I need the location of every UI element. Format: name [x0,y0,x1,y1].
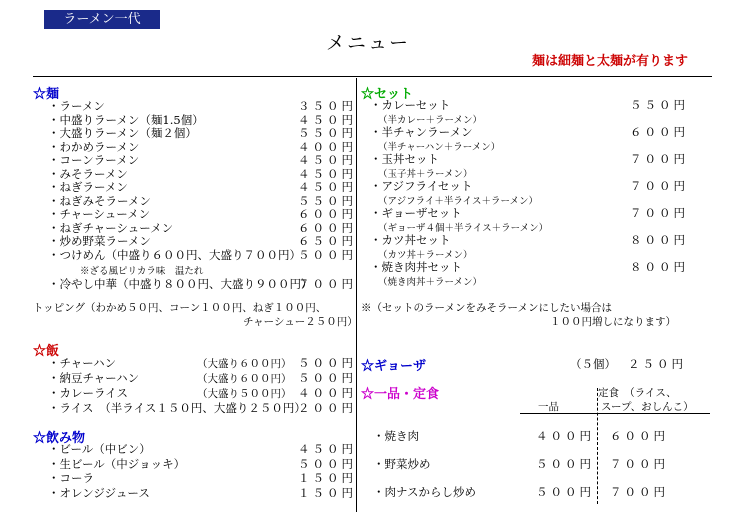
nomimono-item-name: ・オレンジジュース [48,485,150,500]
men-item-price: ４００円 [298,139,356,154]
ippin-header-rule [520,413,710,414]
nomimono-heading: ☆飲み物 [33,431,86,446]
men-item-price: ６００円 [298,207,356,221]
set-item-price: ５５０円 [630,98,688,112]
men-item-price: ３５０円 [298,99,356,113]
ippin-item-price: ５００円 [536,485,594,499]
ippin-item-name: ・焼き肉 [373,429,419,443]
men-item-name: ・中盛りラーメン（麺1.5個） [48,112,204,127]
hiyashi-price: ７００円 [298,277,356,291]
set-note-1: ※（セットのラーメンをみそラーメンにしたい場合は [361,302,612,314]
top-divider [33,76,712,77]
set-item-price: ７００円 [630,179,688,193]
men-item-price: ５００円 [298,247,356,262]
set-item-desc: （焼き肉丼＋ラーメン） [378,277,483,288]
meshi-item-price: ２００円 [298,401,356,415]
set-item-price: ６００円 [630,125,688,139]
men-item-name: ・ラーメン [48,99,105,113]
men-item-name: ・チャーシューメン [48,207,151,221]
topping-line-2: チャーシュー２５０円） [243,316,358,328]
set-item-name: ・玉丼セット [370,152,439,166]
meshi-item-name: ・カレーライス [48,386,129,400]
teishoku-col-header-1: 定食 （ライス、 [598,387,677,399]
shop-name-badge: ラーメン一代 [44,10,160,29]
nomimono-item-price: ５００円 [298,456,356,471]
men-item-price: ５５０円 [298,193,356,208]
ippin-item-price: ４００円 [536,429,594,443]
ippin-item-price: ５００円 [536,457,594,471]
nomimono-item-name: ・ビール（中ビン） [48,442,151,456]
men-heading: ☆麺 [33,87,60,102]
ippin-col-header: 一品 [538,401,559,413]
men-item-name: ・大盛りラーメン（麺２個） [48,126,197,140]
meshi-item-name: ・チャーハン [48,356,117,370]
set-item-name: ・半チャンラーメン [370,125,473,139]
men-item-name: ・コーンラーメン [48,153,140,167]
page-title: メニュー [326,32,411,54]
set-item-price: ８００円 [630,260,688,274]
men-item-price: ４５０円 [298,180,356,194]
set-item-price: ７００円 [630,206,688,220]
topping-line-1: トッピング（わかめ５０円、コーン１００円、ねぎ１００円、 [33,302,327,314]
set-item-desc: （半カレー＋ラーメン） [378,115,483,126]
set-item-desc: （カツ丼＋ラーメン） [378,250,473,261]
set-item-name: ・アジフライセット [370,179,473,193]
ippin-column-divider [597,388,598,504]
set-heading: ☆セット [361,87,414,102]
men-item-name: ・炒め野菜ラーメン [48,234,151,248]
meshi-item-price: ５００円 [298,371,356,385]
men-item-name: ・みそラーメン [48,166,128,181]
nomimono-item-price: １５０円 [298,485,356,500]
meshi-item-name: ・納豆チャーハン [48,371,140,385]
ippin-item-name: ・野菜炒め [373,457,431,471]
gyoza-price: ２５０円 [628,357,686,371]
meshi-item-name: ・ライス （半ライス１５０円、大盛り２５０円） [48,401,306,415]
column-divider [356,78,357,512]
nomimono-item-price: ４５０円 [298,442,356,456]
meshi-item-price: ４００円 [298,386,356,400]
teishoku-item-price: ６００円 [610,429,668,443]
set-item-desc: （玉子丼＋ラーメン） [378,169,473,180]
meshi-item-extra: （大盛り５００円） [197,388,292,400]
set-item-name: ・カレーセット [370,98,451,112]
set-item-price: ８００円 [630,233,688,247]
set-item-desc: （半チャーハン＋ラーメン） [378,142,501,153]
meshi-heading: ☆飯 [33,344,60,359]
men-item-price: ６５０円 [298,234,356,248]
men-item-price: ５５０円 [298,126,356,140]
tsukemen-note: ※ざる風ピリカラ味 温たれ [80,266,204,277]
gyoza-qty: （５個） [570,357,616,371]
teishoku-item-price: ７００円 [610,457,668,471]
meshi-item-price: ５００円 [298,356,356,370]
nomimono-item-price: １５０円 [298,471,356,485]
noodle-note: 麺は細麺と太麺が有ります [532,54,689,69]
set-item-name: ・焼き肉丼セット [370,260,462,274]
set-item-name: ・カツ丼セット [370,233,451,247]
set-item-desc: （ギョーザ４個＋半ライス＋ラーメン） [378,223,549,234]
men-item-name: ・ねぎラーメン [48,180,128,194]
meshi-item-extra: （大盛り６００円） [197,373,292,385]
men-item-name: ・わかめラーメン [48,139,140,154]
men-item-price: ６００円 [298,220,356,235]
meshi-item-extra: （大盛り６００円） [197,358,292,370]
set-item-desc: （アジフライ＋半ライス＋ラーメン） [378,196,538,207]
ippin-item-name: ・肉ナスからし炒め [373,485,477,499]
teishoku-col-header-2: スープ、おしんこ） [601,401,694,413]
men-item-name: ・つけめん（中盛り６００円、大盛り７００円） [48,247,301,262]
nomimono-item-name: ・生ビール（中ジョッキ） [48,456,186,471]
teishoku-item-price: ７００円 [610,485,668,499]
men-item-price: ４５０円 [298,112,356,127]
set-item-name: ・ギョーザセット [370,206,462,220]
nomimono-item-name: ・コーラ [48,471,94,485]
ippin-heading: ☆一品・定食 [361,387,440,402]
hiyashi-name: ・冷やし中華（中盛り８００円、大盛り９００円） [48,277,313,291]
men-item-name: ・ねぎチャーシューメン [48,220,174,235]
set-note-2: １００円増しになります） [550,316,676,328]
set-item-price: ７００円 [630,152,688,166]
men-item-price: ４５０円 [298,153,356,167]
men-item-name: ・ねぎみそラーメン [48,193,151,208]
men-item-price: ４５０円 [298,166,356,181]
gyoza-heading: ☆ギョーザ [361,359,427,374]
